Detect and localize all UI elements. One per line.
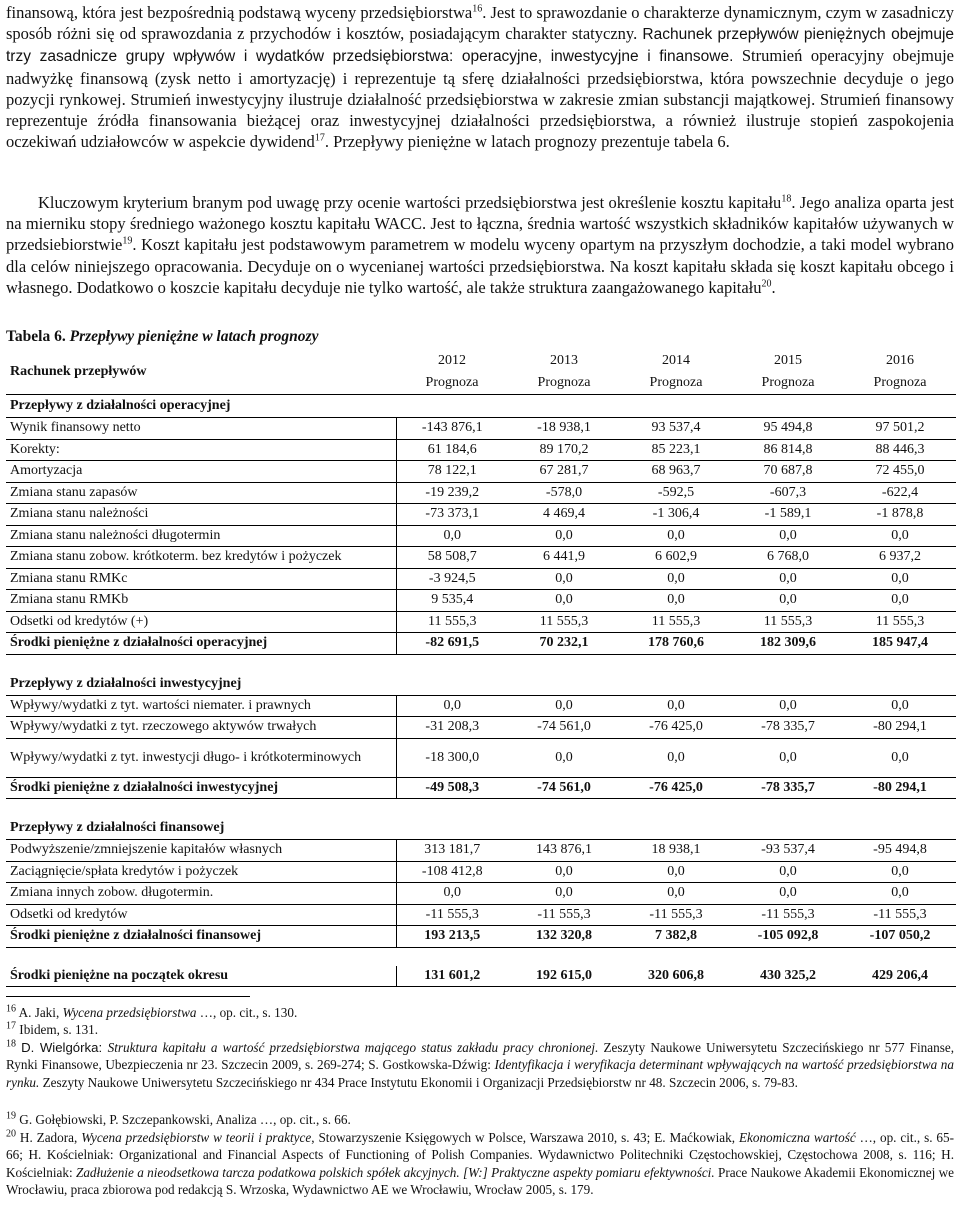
row-label: Zmiana stanu zobow. krótkoterm. bez kredytów i pożyczek: [6, 547, 396, 569]
row-value: 6 441,9: [508, 547, 620, 569]
year-header: 2012: [438, 353, 466, 368]
section-title: Przepływy z działalności finansowej: [6, 817, 956, 840]
table-row: [6, 840, 956, 862]
footnote-number: 16: [6, 1003, 16, 1015]
footnote-italic: Zadłużenie a nieodsetkowa tarcza podatkowa polskich spółek akcyjnych. [W:] Praktyczne aspekty pomiaru efektywności.: [76, 1164, 715, 1180]
footnote-italic: Struktura kapitału a wartość przedsiębiorstwa mającego status zakładu pracy chronionej.: [107, 1040, 599, 1055]
year-header: 2014: [662, 353, 690, 368]
section-title: Przepływy z działalności inwestycyjnej: [6, 673, 956, 696]
opening-cash-label: Środki pieniężne na początek okresu: [6, 966, 396, 987]
footnote-italic: Ekonomiczna wartość: [738, 1130, 856, 1145]
footnote-20: [6, 1129, 954, 1199]
footnote-italic: Wycena przedsiębiorstw w teorii i praktyce: [81, 1130, 312, 1145]
footnote-number: 17: [6, 1020, 16, 1032]
row-value: 61 184,6: [396, 439, 508, 461]
footnote-ref-16: 16: [472, 3, 483, 15]
row-value: 11 555,3: [620, 611, 732, 633]
opening-cash-row: [6, 966, 956, 987]
paragraph-text: Strumień operacyjny obejmuje nadwyżkę finansową (zysk netto i amortyzację) i reprezentuje tą sferę działalności przedsiębiorstwa, która powszechnie decyduje o jego pozycji rynkowej. Strumień inwestycyjny ilustruje działalność przedsiębiorstwa w zakresie zmian substancji majątkowej. Strumień finansowy reprezentuje źródła finansowania bieżącej oraz inwestycyjnej działalności przedsiębiorstwa, a również ilustruje stopień zaspokojenia oczekiwań udziałowców w aspekcie dywidend: [6, 46, 954, 152]
paragraph-text: finansową, która jest bezpośrednią podstawą wyceny przedsiębiorstwa: [6, 3, 473, 22]
row-value: -19 239,2: [396, 482, 508, 504]
total-value: -107 050,2: [844, 926, 956, 948]
row-value: 95 494,8: [732, 418, 844, 440]
row-value: 11 555,3: [732, 611, 844, 633]
table-row: [6, 590, 956, 612]
table-header-label: Rachunek przepływów: [6, 350, 396, 395]
total-row: [6, 926, 956, 948]
footnote-text: …, op. cit., s. 65-66; H. Kościelniak: Organizational and Financial Aspects of Functioning of Polish Companies. Wydawnictwo Politechniki Częstochowskiej, Częstochowa 2008, s. 116; H. Kościelniak:: [6, 1130, 954, 1180]
row-label: Zmiana stanu RMKc: [6, 568, 396, 590]
row-value: 0,0: [620, 525, 732, 547]
footnote-ref-20: 20: [761, 278, 772, 290]
row-value: 0,0: [508, 861, 620, 883]
paragraph-cash-flow-description: [6, 2, 954, 152]
forecast-subheader: Prognoza: [508, 372, 620, 395]
row-label: Zmiana stanu RMKb: [6, 590, 396, 612]
row-value: 0,0: [844, 590, 956, 612]
total-value: 7 382,8: [620, 926, 732, 948]
total-value: -105 092,8: [732, 926, 844, 948]
row-label: Zmiana stanu należności: [6, 504, 396, 526]
spacer-cell: [6, 654, 956, 673]
row-value: -3 924,5: [396, 568, 508, 590]
table-caption-label: Tabela 6.: [6, 328, 66, 345]
row-value: 0,0: [844, 738, 956, 777]
row-value: 0,0: [844, 568, 956, 590]
table-row: [6, 461, 956, 483]
row-value: 0,0: [844, 695, 956, 717]
opening-cash-value: 320 606,8: [620, 966, 732, 987]
table-row: [6, 504, 956, 526]
row-value: 143 876,1: [508, 840, 620, 862]
row-value: 0,0: [732, 568, 844, 590]
row-value: 11 555,3: [396, 611, 508, 633]
year-header: 2013: [550, 353, 578, 368]
opening-cash-value: 430 325,2: [732, 966, 844, 987]
table-row: [6, 695, 956, 717]
row-value: 0,0: [844, 525, 956, 547]
row-value: 0,0: [620, 883, 732, 905]
row-value: 86 814,8: [732, 439, 844, 461]
row-label: Zaciągnięcie/spłata kredytów i pożyczek: [6, 861, 396, 883]
row-value: 58 508,7: [396, 547, 508, 569]
footnote-text: Zeszyty Naukowe Uniwersytetu Szczecińskiego nr 577 Finanse, Rynki Finansowe, Ubezpieczenia nr 23. Szczecin 2009, s. 269-274; S. Gostkowska-Dźwig:: [6, 1040, 954, 1073]
row-value: 67 281,7: [508, 461, 620, 483]
table-row: [6, 717, 956, 739]
footnote-number: 19: [6, 1110, 16, 1122]
row-value: 0,0: [732, 695, 844, 717]
footnote-italic: Wycena przedsiębiorstwa: [62, 1005, 197, 1020]
row-value: 0,0: [508, 568, 620, 590]
row-value: 6 768,0: [732, 547, 844, 569]
table-row: [6, 418, 956, 440]
row-value: 11 555,3: [508, 611, 620, 633]
row-label: Zmiana stanu należności długotermin: [6, 525, 396, 547]
row-value: 4 469,4: [508, 504, 620, 526]
total-value: 182 309,6: [732, 633, 844, 655]
row-value: 0,0: [732, 738, 844, 777]
footnote-18: [6, 1039, 954, 1091]
row-value: -592,5: [620, 482, 732, 504]
footnote-number: 20: [6, 1128, 16, 1140]
row-value: 0,0: [508, 525, 620, 547]
row-value: 0,0: [732, 883, 844, 905]
footnote-text: H. Zadora,: [19, 1130, 82, 1145]
row-value: 70 687,8: [732, 461, 844, 483]
table-row: [6, 611, 956, 633]
forecast-subheader: Prognoza: [396, 372, 508, 395]
footnote-separator: [6, 996, 250, 997]
footnote-ref-19: 19: [122, 235, 133, 247]
row-value: 0,0: [508, 738, 620, 777]
total-row: [6, 777, 956, 799]
row-value: -18 938,1: [508, 418, 620, 440]
row-label: Wpływy/wydatki z tyt. rzeczowego aktywów trwałych: [6, 717, 396, 739]
table-caption: [6, 328, 318, 346]
total-label: Środki pieniężne z działalności inwestycyjnej: [6, 777, 396, 799]
row-value: 0,0: [508, 590, 620, 612]
year-header: 2016: [886, 353, 914, 368]
footnote-16: [6, 1004, 954, 1021]
spacer-row: [6, 947, 956, 966]
total-value: 132 320,8: [508, 926, 620, 948]
spacer-cell: [6, 947, 956, 966]
row-label: Odsetki od kredytów: [6, 904, 396, 926]
forecast-subheader: Prognoza: [844, 372, 956, 395]
table-row: [6, 568, 956, 590]
total-row: [6, 633, 956, 655]
row-value: -78 335,7: [732, 717, 844, 739]
row-value: 0,0: [844, 883, 956, 905]
footnote-text: A. Jaki,: [18, 1005, 63, 1020]
row-value: 89 170,2: [508, 439, 620, 461]
row-value: 88 446,3: [844, 439, 956, 461]
table-row: [6, 883, 956, 905]
cash-flow-table: [6, 350, 956, 987]
spacer-cell: [6, 799, 956, 818]
total-value: 185 947,4: [844, 633, 956, 655]
table-caption-title: Przepływy pieniężne w latach prognozy: [69, 328, 319, 345]
table-row: [6, 904, 956, 926]
total-value: -76 425,0: [620, 777, 732, 799]
opening-cash-value: 131 601,2: [396, 966, 508, 987]
footnote-text: D. Wielgórka:: [21, 1040, 108, 1055]
row-value: 0,0: [396, 695, 508, 717]
section-title-row: [6, 673, 956, 696]
paragraph-text-sans: Rachunek przepływów pieniężnych obejmuje trzy zasadnicze grupy wpływów i wydatków przedsiębiorstwa: operacyjne, inwestycyjne i finansowe.: [6, 26, 955, 66]
footnote-text: , Stowarzyszenie Księgowych w Polsce, Warszawa 2010, s. 43; E. Maćkowiak,: [311, 1130, 739, 1145]
row-label: Wpływy/wydatki z tyt. inwestycji długo- i krótkoterminowych: [6, 738, 396, 777]
row-label: Zmiana stanu zapasów: [6, 482, 396, 504]
total-value: -82 691,5: [396, 633, 508, 655]
row-value: -11 555,3: [732, 904, 844, 926]
row-value: -1 878,8: [844, 504, 956, 526]
row-value: 0,0: [508, 695, 620, 717]
row-value: 9 535,4: [396, 590, 508, 612]
section-title: Przepływy z działalności operacyjnej: [6, 395, 956, 418]
row-value: 68 963,7: [620, 461, 732, 483]
row-value: 0,0: [844, 861, 956, 883]
footnote-text: Prace Naukowe Akademii Ekonomicznej we Wrocławiu, praca zbiorowa pod redakcją S. Wrzoska, Wydawnictwo AE we Wrocławiu, Wrocław 2005, s. 179.: [6, 1164, 954, 1198]
opening-cash-value: 192 615,0: [508, 966, 620, 987]
opening-cash-value: 429 206,4: [844, 966, 956, 987]
row-value: 313 181,7: [396, 840, 508, 862]
row-value: -74 561,0: [508, 717, 620, 739]
row-value: -622,4: [844, 482, 956, 504]
row-value: 72 455,0: [844, 461, 956, 483]
row-label: Wynik finansowy netto: [6, 418, 396, 440]
footnote-ref-18: 18: [781, 193, 792, 205]
total-value: 178 760,6: [620, 633, 732, 655]
footnote-ref-17: 17: [314, 132, 325, 144]
footnote-17: [6, 1021, 954, 1038]
spacer-row: [6, 654, 956, 673]
row-label: Korekty:: [6, 439, 396, 461]
row-value: 11 555,3: [844, 611, 956, 633]
total-value: 70 232,1: [508, 633, 620, 655]
row-value: -80 294,1: [844, 717, 956, 739]
row-value: 6 937,2: [844, 547, 956, 569]
row-value: 85 223,1: [620, 439, 732, 461]
section-title-row: [6, 395, 956, 418]
row-value: 0,0: [620, 568, 732, 590]
row-label: Wpływy/wydatki z tyt. wartości niemater. i prawnych: [6, 695, 396, 717]
total-value: -74 561,0: [508, 777, 620, 799]
row-value: -11 555,3: [508, 904, 620, 926]
table-header-row: [6, 350, 956, 372]
row-value: 0,0: [732, 861, 844, 883]
row-value: 0,0: [620, 590, 732, 612]
spacer-row: [6, 799, 956, 818]
row-value: 0,0: [732, 525, 844, 547]
row-value: -607,3: [732, 482, 844, 504]
row-value: -18 300,0: [396, 738, 508, 777]
row-value: 0,0: [620, 738, 732, 777]
row-value: 0,0: [620, 695, 732, 717]
total-value: 193 213,5: [396, 926, 508, 948]
footnote-text: …, op. cit., s. 130.: [196, 1005, 298, 1020]
footnote-number: 18: [6, 1038, 16, 1050]
paragraph-text: . Koszt kapitału jest podstawowym parametrem w modelu wyceny opartym na przyszłym dochodzie, a taki model wybrano dla celów niniejszego opracowania. Decyduje on o wycenianej wartości przedsiębiorstwa. Na koszt kapitału składa się koszt kapitału obcego i własnego. Dodatkowo o koszcie kapitału decyduje nie tylko wartość, ale także struktura zaangażowanego kapitału: [6, 235, 954, 297]
total-value: -49 508,3: [396, 777, 508, 799]
paragraph-text: . Przepływy pieniężne w latach prognozy prezentuje tabela 6.: [324, 132, 730, 152]
table-row: [6, 547, 956, 569]
row-value: -93 537,4: [732, 840, 844, 862]
section-title-row: [6, 817, 956, 840]
row-value: 0,0: [732, 590, 844, 612]
forecast-subheader: Prognoza: [732, 372, 844, 395]
table-row: [6, 439, 956, 461]
paragraph-text: .: [771, 277, 776, 297]
paragraph-text: . Jest to sprawozdanie o charakterze dynamicznym, czym w zasadniczy sposób różni się od sprawozdania z przychodów i kosztów, posiadającym charakter statyczny.: [6, 3, 954, 44]
row-value: -31 208,3: [396, 717, 508, 739]
forecast-subheader: Prognoza: [620, 372, 732, 395]
row-value: 93 537,4: [620, 418, 732, 440]
row-value: -11 555,3: [620, 904, 732, 926]
row-value: -108 412,8: [396, 861, 508, 883]
row-value: 0,0: [508, 883, 620, 905]
paragraph-cost-of-capital: [6, 192, 954, 298]
footnote-text: G. Gołębiowski, P. Szczepankowski, Analiza …, op. cit., s. 66.: [19, 1112, 351, 1127]
row-value: 6 602,9: [620, 547, 732, 569]
row-value: 0,0: [396, 883, 508, 905]
footnote-text: Ibidem, s. 131.: [19, 1022, 99, 1037]
row-value: -1 306,4: [620, 504, 732, 526]
row-label: Amortyzacja: [6, 461, 396, 483]
total-label: Środki pieniężne z działalności finansowej: [6, 926, 396, 948]
row-value: 18 938,1: [620, 840, 732, 862]
row-value: 78 122,1: [396, 461, 508, 483]
total-value: -78 335,7: [732, 777, 844, 799]
row-value: -11 555,3: [396, 904, 508, 926]
row-value: -73 373,1: [396, 504, 508, 526]
total-value: -80 294,1: [844, 777, 956, 799]
table-row: [6, 861, 956, 883]
row-value: 0,0: [396, 525, 508, 547]
table-row: [6, 525, 956, 547]
table-row: [6, 482, 956, 504]
paragraph-text: Kluczowym kryterium branym pod uwagę przy ocenie wartości przedsiębiorstwa jest określenie kosztu kapitału: [38, 193, 782, 212]
row-label: Odsetki od kredytów (+): [6, 611, 396, 633]
row-value: -76 425,0: [620, 717, 732, 739]
total-label: Środki pieniężne z działalności operacyjnej: [6, 633, 396, 655]
row-value: -11 555,3: [844, 904, 956, 926]
year-header: 2015: [774, 353, 802, 368]
paragraph-text: . Jego analiza oparta jest na mierniku stopy średniego ważonego kosztu kapitału WACC. Jest to łączna, średnia wartość wszystkich składników kapitałów używanych w przedsiebiorstwie: [6, 193, 954, 255]
row-value: 0,0: [620, 861, 732, 883]
row-value: -95 494,8: [844, 840, 956, 862]
row-value: -578,0: [508, 482, 620, 504]
table-row: [6, 738, 956, 777]
row-value: 97 501,2: [844, 418, 956, 440]
row-label: Zmiana innych zobow. długotermin.: [6, 883, 396, 905]
footnote-text: Zeszyty Naukowe Uniwersytetu Szczecińskiego nr 434 Prace Instytutu Ekonomii i Organizacji Przedsiębiorstw nr 48. Szczecin 2006, s. 79-83.: [39, 1074, 798, 1090]
footnote-19: [6, 1111, 954, 1128]
row-label: Podwyższenie/zmniejszenie kapitałów własnych: [6, 840, 396, 862]
row-value: -1 589,1: [732, 504, 844, 526]
row-value: -143 876,1: [396, 418, 508, 440]
footnote-italic: Identyfikacja i weryfikacja determinant wpływających na wartość przedsiębiorstwa na rynku.: [6, 1057, 954, 1090]
